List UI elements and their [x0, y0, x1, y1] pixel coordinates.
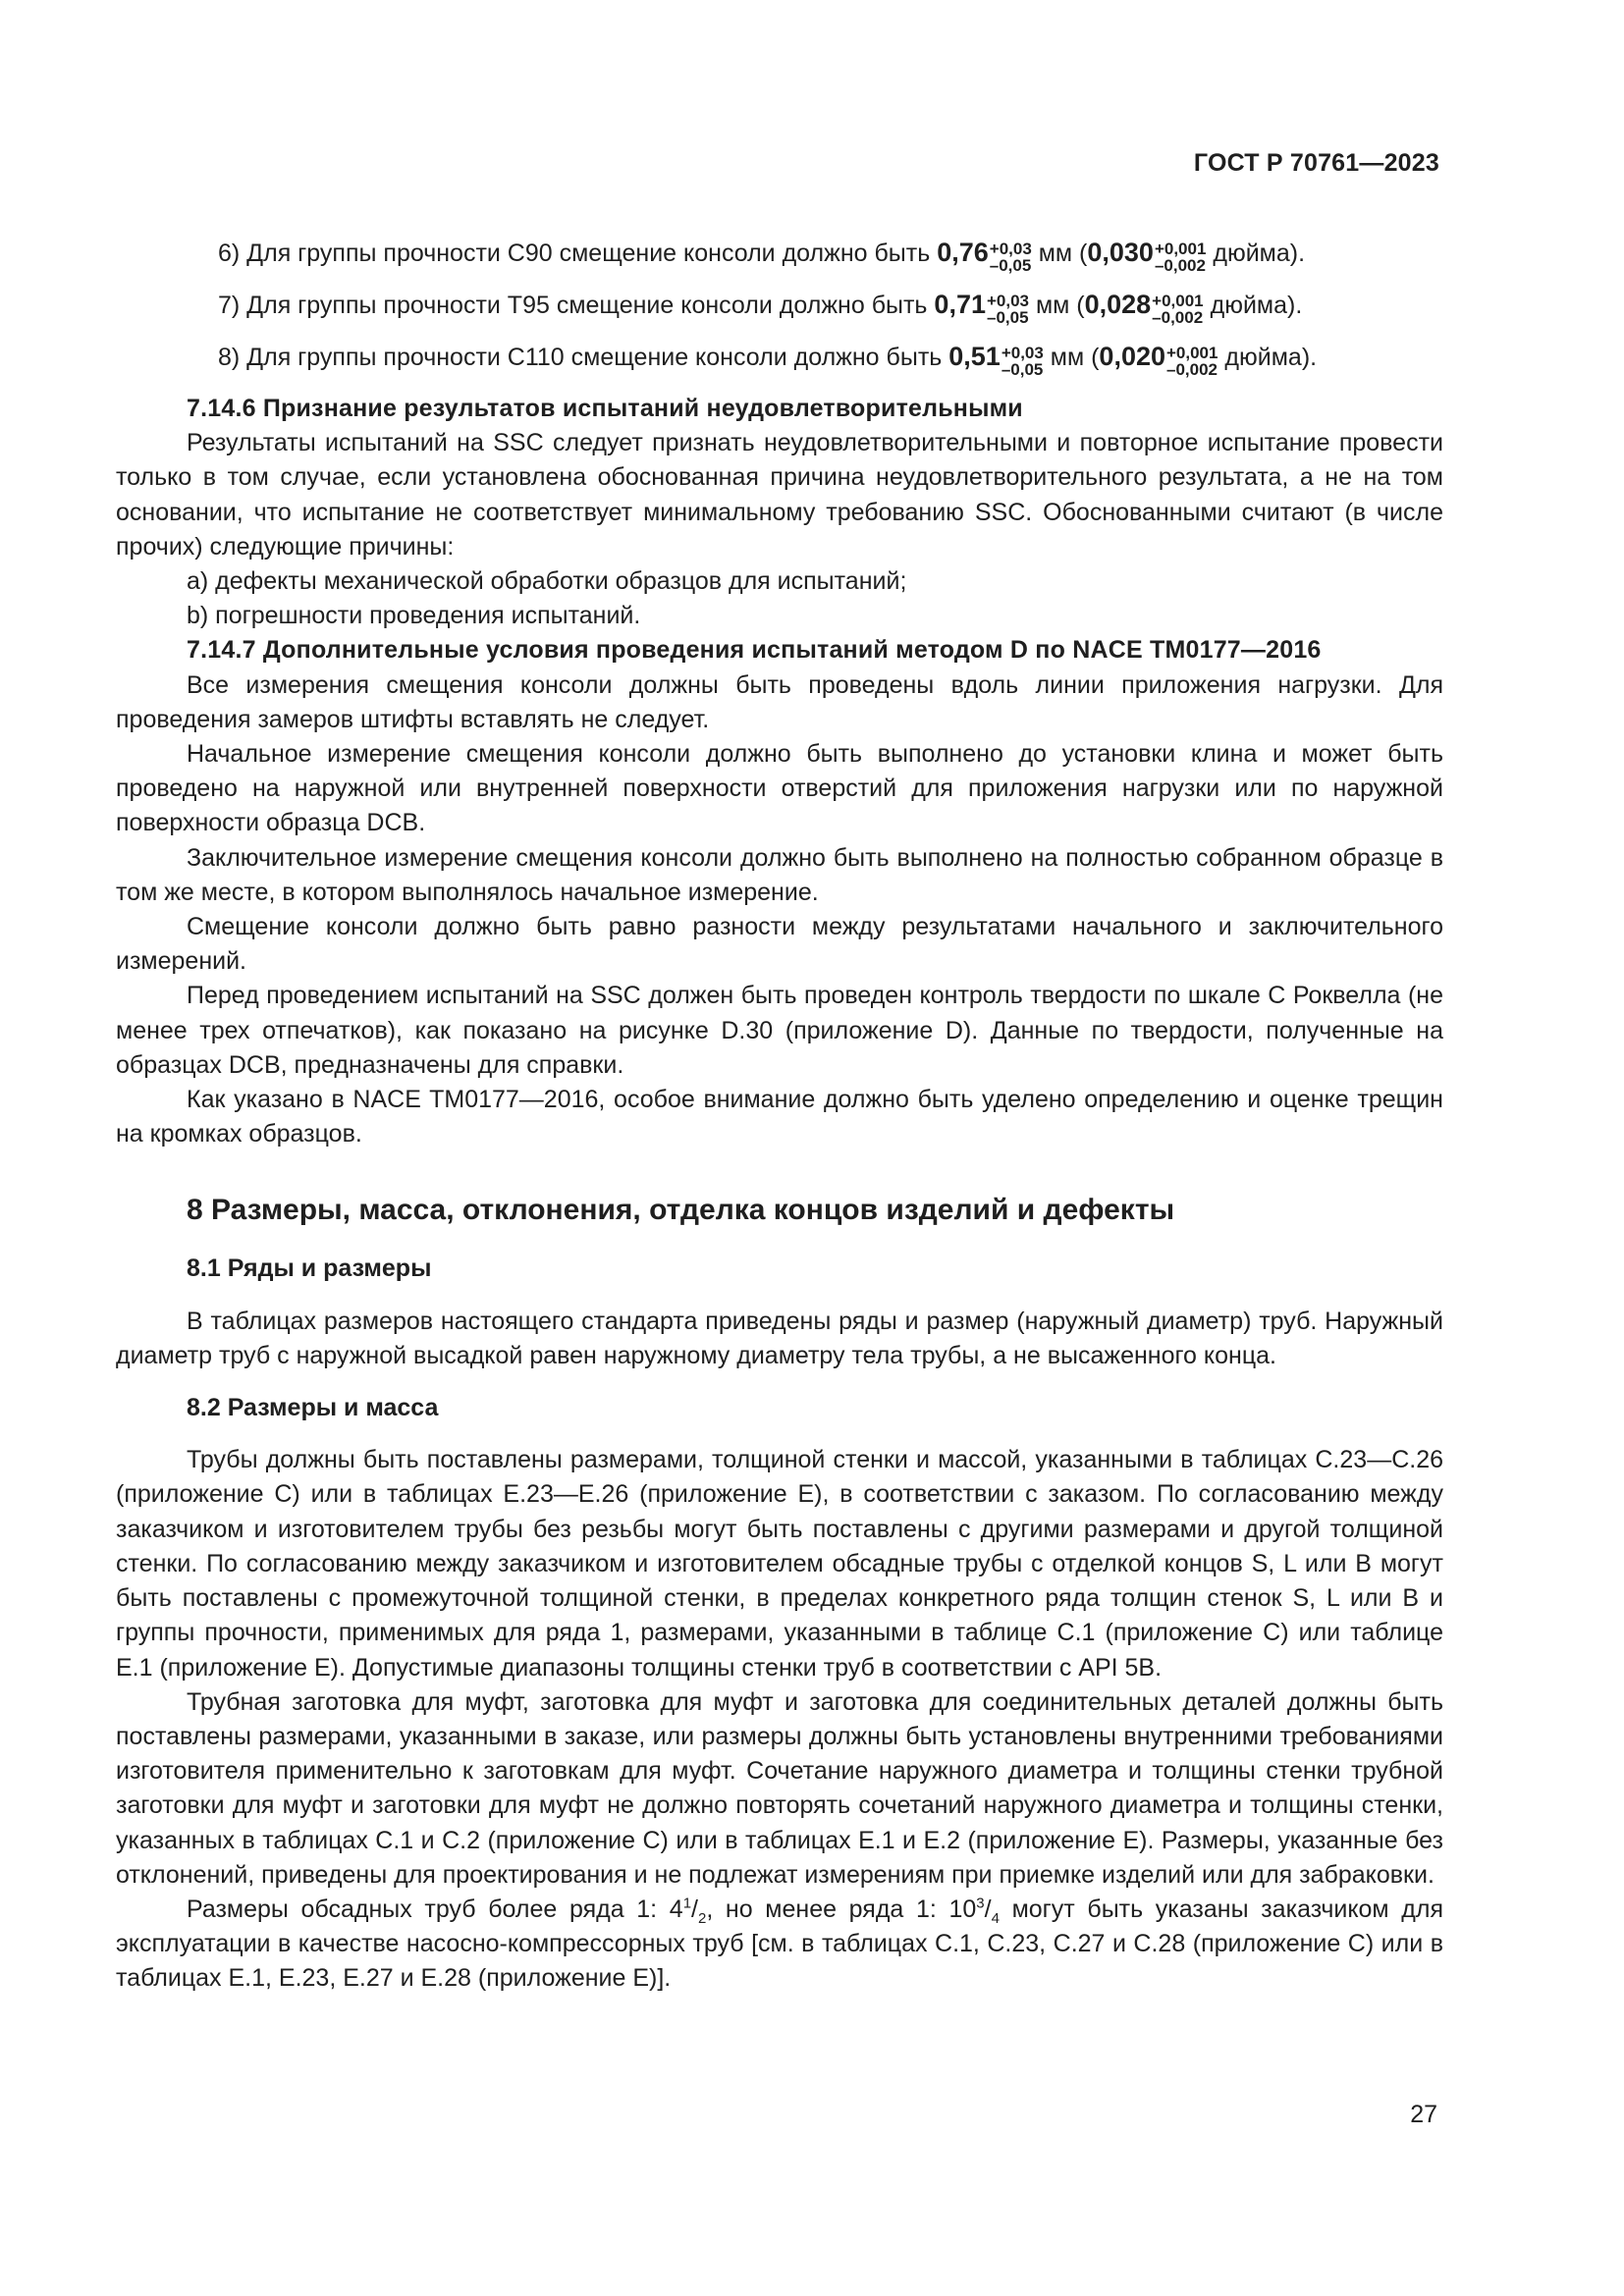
chapter-heading-8: 8 Размеры, масса, отклонения, отделка концов изделий и дефекты: [187, 1194, 1175, 1227]
tolerance-upper: +0,001: [1154, 240, 1207, 258]
unit-text: мм (: [1031, 240, 1088, 267]
value-mm: 0,76: [937, 238, 989, 267]
fraction-denominator: 4: [991, 1909, 1000, 1927]
unit-text: дюйма).: [1218, 344, 1318, 371]
tolerance-inch: [1155, 240, 1206, 274]
paragraph: Смещение консоли должно быть равно разности между результатами начального и заключительного измерений.: [116, 913, 1443, 976]
tolerance-upper: +0,001: [1152, 292, 1204, 310]
text-run: , но менее ряда 1: 10: [706, 1895, 977, 1923]
value-inch: 0,028: [1084, 290, 1152, 319]
paragraph: Размеры обсадных труб более ряда 1: $4^1/_2$, но менее ряда 1: $10^3/_4$ могут быть указаны заказчиком для эксплуатации в качестве насосно-компрессорных труб [см. в таблицах С.1, С.23, С.27 и С.28 (приложение С) или в таблицах Е.1, Е.23, Е.27 и Е.28 (приложение Е)].: [116, 1895, 1443, 1993]
tolerance-inch: [1152, 293, 1203, 326]
value-inch: 0,030: [1087, 238, 1154, 267]
tolerance-upper: +0,03: [989, 240, 1032, 258]
unit-text: дюйма).: [1203, 292, 1303, 319]
text-run: могут быть указаны заказчиком для эксплуатации в качестве насосно-компрессорных труб [см. в таблицах С.1, С.23, С.27 и С.28 (приложение С) или в таблицах Е.1, Е.23, Е.27 и Е.28 (приложение Е)].: [116, 1895, 1443, 1993]
tolerance-mm: [990, 240, 1032, 274]
tolerance-inch: [1166, 345, 1218, 378]
value-inch: 0,020: [1099, 342, 1165, 371]
fraction-numerator: 1: [682, 1895, 692, 1912]
fraction-numerator: 3: [976, 1895, 985, 1912]
unit-text: дюйма).: [1206, 240, 1306, 267]
section-heading-8-2: 8.2 Размеры и масса: [187, 1394, 439, 1422]
tolerance-lower: –0,05: [989, 256, 1032, 275]
tolerance-lower: –0,05: [986, 308, 1029, 327]
unit-text: мм (: [1029, 292, 1085, 319]
list-item: [116, 236, 1443, 274]
item-text: 8) Для группы прочности С110 смещение консоли должно быть: [218, 344, 949, 371]
paragraph: Перед проведением испытаний на SSC должен быть проведен контроль твердости по шкале С Роквелла (не менее трех отпечатков), как показано на рисунке D.30 (приложение D). Данные по твердости, полученные на образцах DCB, предназначены для справки.: [116, 982, 1443, 1079]
fraction-denominator: 2: [697, 1909, 707, 1927]
paragraph: Как указано в NACE TM0177—2016, особое внимание должно быть уделено определению и оценке трещин на кромках образцов.: [116, 1086, 1443, 1148]
paragraph: В таблицах размеров настоящего стандарта приведены ряды и размер (наружный диаметр) труб. Наружный диаметр труб с наружной высадкой равен наружному диаметру тела трубы, а не высаженного конца.: [116, 1307, 1443, 1369]
document-body: [116, 236, 1443, 1997]
tolerance-mm: [1001, 345, 1044, 378]
paragraph: Все измерения смещения консоли должны быть проведены вдоль линии приложения нагрузки. Для проведения замеров штифты вставлять не следует.: [116, 670, 1443, 733]
paragraph: Начальное измерение смещения консоли должно быть выполнено до установки клина и может быть проведено на наружной или внутренней поверхности отверстий для приложения нагрузки или по наружной поверхности образца DCB.: [116, 740, 1443, 837]
paragraph: Результаты испытаний на SSC следует признать неудовлетворительными и повторное испытание провести только в том случае, если установлена обоснованная причина неудовлетворительного результата, а не на том основании, что испытание не соответствует минимальному требованию SSC. Обоснованными считают (в числе прочих) следующие причины:: [116, 429, 1443, 561]
unit-text: мм (: [1043, 344, 1100, 371]
paragraph: Заключительное измерение смещения консоли должно быть выполнено на полностью собранном образце в том же месте, в котором выполнялось начальное измерение.: [116, 843, 1443, 906]
paragraph: Трубная заготовка для муфт, заготовка для муфт и заготовка для соединительных деталей должны быть поставлены размерами, указанными в заказе, или размеры должны быть установлены внутренними требованиями изготовителя применительно к заготовкам для муфт. Сочетание наружного диаметра и толщины стенки трубной заготовки для муфт и заготовки для муфт не должно повторять сочетаний наружного диаметра и толщины стенки, указанных в таблицах С.1 и С.2 (приложение С) или в таблицах Е.1 и Е.2 (приложение Е). Размеры, указанные без отклонений, приведены для проектирования и не подлежат измерениям при приемке изделий или для забраковки.: [116, 1687, 1443, 1889]
text-run: Размеры обсадных труб более ряда 1: 4: [187, 1895, 683, 1923]
list-item: [116, 288, 1443, 326]
item-text: 7) Для группы прочности Т95 смещение консоли должно быть: [218, 292, 935, 319]
value-mm: 0,51: [948, 342, 1001, 371]
list-item-b: b) погрешности проведения испытаний.: [187, 602, 641, 630]
paragraph: Трубы должны быть поставлены размерами, толщиной стенки и массой, указанными в таблицах С.23—С.26 (приложение С) или в таблицах Е.23—Е.26 (приложение Е), в соответствии с заказом. По согласованию между заказчиком и изготовителем трубы без резьбы могут быть поставлены с другими размерами и другой толщиной стенки. По согласованию между заказчиком и изготовителем обсадные трубы с отделкой концов S, L или B могут быть поставлены с промежуточной толщиной стенки, в пределах конкретного ряда толщин стенок S, L или B и группы прочности, применимых для ряда 1, размерами, указанными в таблице С.1 (приложение С) или таблице Е.1 (приложение Е). Допустимые диапазоны толщины стенки труб в соответствии с API 5B.: [116, 1446, 1443, 1682]
section-heading-7-14-7: 7.14.7 Дополнительные условия проведения испытаний методом D по NACE TM0177—2016: [187, 636, 1322, 665]
page-number: 27: [1410, 2101, 1437, 2128]
section-heading-8-1: 8.1 Ряды и размеры: [187, 1255, 432, 1283]
list-item: [116, 340, 1443, 378]
tolerance-mm: [987, 293, 1029, 326]
value-mm: 0,71: [934, 290, 986, 319]
tolerance-lower: –0,05: [1001, 360, 1044, 379]
document-header: ГОСТ Р 70761—2023: [1193, 149, 1439, 177]
tolerance-upper: +0,03: [986, 292, 1029, 310]
tolerance-lower: –0,002: [1152, 308, 1204, 327]
tolerance-upper: +0,001: [1166, 344, 1218, 362]
tolerance-lower: –0,002: [1166, 360, 1218, 379]
tolerance-upper: +0,03: [1001, 344, 1044, 362]
list-item-a: a) дефекты механической обработки образцов для испытаний;: [187, 567, 907, 596]
section-heading-7-14-6: 7.14.6 Признание результатов испытаний неудовлетворительными: [187, 395, 1023, 422]
item-text: 6) Для группы прочности С90 смещение консоли должно быть: [218, 240, 938, 267]
tolerance-lower: –0,002: [1154, 256, 1206, 275]
